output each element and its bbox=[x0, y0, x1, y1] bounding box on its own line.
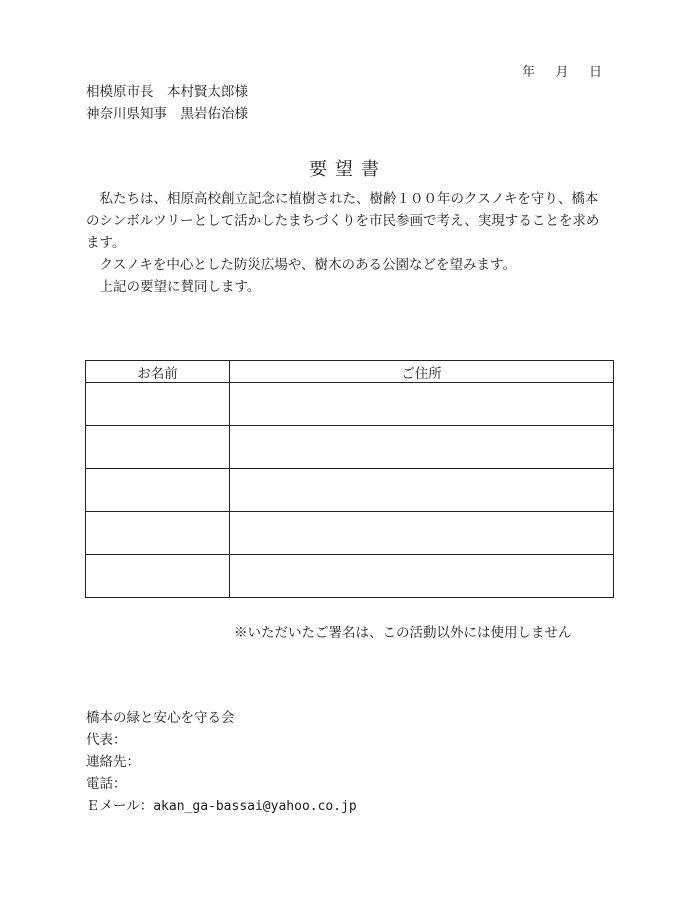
header-address: ご住所 bbox=[230, 361, 614, 383]
addressee-mayor: 相模原市長 本村賢太郎様 bbox=[86, 84, 248, 100]
organization-name: 橋本の緑と安心を守る会 bbox=[86, 710, 235, 726]
date-line bbox=[522, 61, 602, 80]
address-cell[interactable] bbox=[230, 512, 614, 555]
year-label: 年 bbox=[522, 65, 536, 80]
petition-body bbox=[86, 188, 606, 298]
address-cell[interactable] bbox=[230, 426, 614, 469]
table-row bbox=[86, 383, 614, 426]
body-paragraph-2: クスノキを中心とした防災広場や、樹木のある公園などを望みます。 bbox=[99, 257, 516, 273]
name-cell[interactable] bbox=[86, 383, 230, 426]
phone-label: 電話： bbox=[86, 776, 127, 792]
email-address[interactable]: akan_ga-bassai@yahoo.co.jp bbox=[153, 799, 357, 814]
name-cell[interactable] bbox=[86, 426, 230, 469]
contact-label: 連絡先： bbox=[86, 754, 140, 770]
table-row bbox=[86, 555, 614, 598]
table-row bbox=[86, 426, 614, 469]
addressees bbox=[86, 81, 248, 125]
organization-block bbox=[86, 707, 357, 818]
table-header-row bbox=[86, 361, 614, 383]
body-paragraph-3: 上記の要望に賛同します。 bbox=[99, 279, 261, 295]
email-label: Ｅメール： bbox=[86, 798, 154, 814]
signature-table bbox=[85, 360, 614, 598]
address-cell[interactable] bbox=[230, 383, 614, 426]
day-label: 日 bbox=[588, 65, 602, 80]
table-row bbox=[86, 512, 614, 555]
addressee-governor: 神奈川県知事 黒岩佑治様 bbox=[86, 106, 248, 122]
month-label: 月 bbox=[555, 65, 569, 80]
body-paragraph-1: 私たちは、相原高校創立記念に植樹された、樹齢１００年のクスノキを守り、橋本のシンボルツリーとして活かしたまちづくりを市民参画で考え、実現することを求めます。 bbox=[86, 191, 600, 251]
name-cell[interactable] bbox=[86, 555, 230, 598]
header-name: お名前 bbox=[86, 361, 230, 383]
email-row bbox=[86, 795, 357, 818]
address-cell[interactable] bbox=[230, 555, 614, 598]
name-cell[interactable] bbox=[86, 469, 230, 512]
representative-label: 代表： bbox=[86, 732, 127, 748]
name-cell[interactable] bbox=[86, 512, 230, 555]
table-row bbox=[86, 469, 614, 512]
privacy-note: ※いただいたご署名は、この活動以外には使用しません bbox=[234, 625, 572, 641]
document-title: 要望書 bbox=[309, 159, 387, 180]
address-cell[interactable] bbox=[230, 469, 614, 512]
